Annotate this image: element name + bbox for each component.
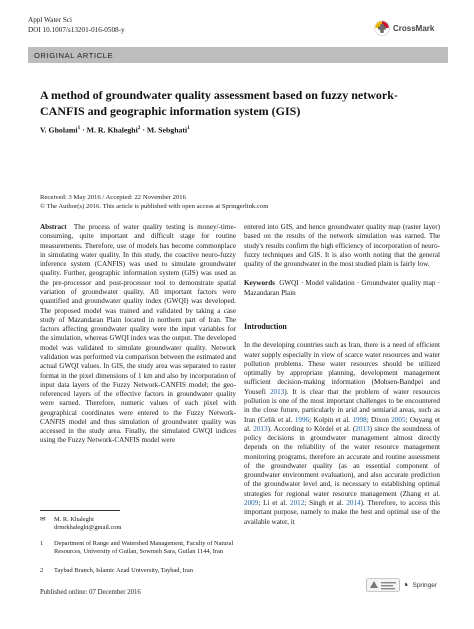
intro-text: ; Dixon: [366, 415, 392, 424]
citation-link[interactable]: 1998: [352, 415, 367, 424]
article-type-label: ORIGINAL ARTICLE: [34, 50, 114, 60]
intro-text: ; Kolpin et al.: [309, 415, 353, 424]
publisher-logos: [366, 578, 437, 592]
article-dates: [40, 194, 440, 212]
keywords: [244, 279, 440, 298]
author-affiliation-sup: 1: [77, 125, 81, 131]
received-accepted: Received: 3 May 2016 / Accepted: 22 November 2016: [40, 194, 186, 201]
copyright-line: © The Author(s) 2016. This article is published with open access at Springerlink.com: [40, 202, 269, 210]
citation-link[interactable]: 2013: [253, 424, 268, 433]
citation-link[interactable]: 2009: [244, 499, 259, 508]
correspondence-footnote: [40, 516, 236, 532]
contact-name: M. R. Khaleghi: [54, 516, 94, 523]
crossmark-icon: [374, 20, 390, 36]
university-logo-icon: [366, 578, 400, 592]
intro-text: ). It is clear that the problem of water resources pollution is one of the most important challenges to be encountered in the close future, particularly in arid and semiarid areas, such as Iran (Celik et al.: [244, 387, 440, 424]
left-column: [40, 223, 236, 446]
springer-logo: Springer: [412, 581, 438, 589]
article-title: A method of groundwater quality assessment based on fuzzy network-CANFIS and geographic information system (GIS): [40, 88, 398, 118]
keywords-text: GWQI · Model validation · Groundwater quality map · Mazandaran Plain: [244, 279, 440, 297]
keywords-label: Keywords: [244, 279, 275, 288]
affiliation-number: 2: [40, 567, 44, 574]
envelope-icon: ✉: [40, 516, 46, 523]
author-list: [40, 125, 190, 135]
affiliation-text: Department of Range and Watershed Management, Faculty of Natural Resources, University of Guilan, Sowmeh Sara, Guilan 1144, Iran: [54, 540, 234, 556]
contact-email[interactable]: drmrkhaleghi@gmail.com: [54, 524, 122, 532]
intro-text: ). According to Kördel et al. (: [267, 424, 356, 433]
citation-link[interactable]: 2014: [346, 499, 361, 508]
abstract-continuation: entered into GIS, and hence groundwater quality map (raster layer) based on the results of the network simulation was earned. The study's results confirm the high efficiency of incorporation of neuro-fuzzy techniques and GIS. It is also worth noting that the general quality of the groundwater in the most studied plain is fairly low.: [244, 223, 440, 269]
published-online: Published online: 07 December 2016: [40, 589, 141, 596]
journal-name: Appl Water Sci: [28, 16, 73, 24]
right-column: [244, 223, 440, 527]
citation-link[interactable]: 2005: [391, 415, 406, 424]
citation-link[interactable]: 2013: [355, 424, 370, 433]
introduction-body: [244, 341, 440, 527]
citation-link[interactable]: 2012: [290, 499, 305, 508]
citation-link[interactable]: 2013: [269, 387, 285, 396]
abstract-text: The process of water quality testing is money/-time-consuming, quite important and difficult stage for routine measurements. Therefore, use of models has become commonplace in simulating water quality. In this study, the coactive neuro-fuzzy inference system (CANFIS) was used to simulate groundwater quality. Further, geographic information system (GIS) was used as the pre-processor and post-processor tool to demonstrate spatial variation of groundwater quality. All important factors were quantified and groundwater quality index (GWQI) was developed. The proposed model was trained and validated by taking a case study of Mazandaran Plain located in northern part of Iran. The factors affecting groundwater quality were the input variables for the simulation, whereas GWQI index was the output. The developed model was validated to simulate groundwater quality. Network validation was performed via comparison between the estimated and actual GWQI values. In GIS, the study area was separated to raster format in the pixel dimensions of 1 km and also by incorporation of input data layers of the Fuzzy Network-CANFIS model; the geo-referenced layers of the effective factors in groundwater quality were earned. Therefore, numeric values of each pixel with geographical coordinates were entered to the Fuzzy Network-CANFIS model and thus simulation of groundwater quality was accessed in the study area. Finally, the simulated GWQI indices using the Fuzzy Network-CANFIS model were: [40, 223, 236, 445]
intro-text: ) since the soundness of policy decisions in groundwater management almost directly depends on the reliability of the water resource management monitoring programs, therefore an accurate and routine assessment of the groundwater quality (as an essential component of groundwater environment evaluation), and also accurate prediction of the groundwater level and, is necessary to establishing optimal strategies for regional water resource management (Zhang et al.: [244, 424, 440, 498]
affiliation-footnote: [40, 540, 236, 556]
intro-text: ; Ouyang et al.: [244, 415, 440, 433]
author-name[interactable]: M. Sebghati: [146, 125, 188, 135]
footnote-rule: [40, 510, 120, 511]
affiliation-text: Taybad Branch, Islamic Azad University, Taybad, Iran: [54, 567, 193, 574]
author-name[interactable]: V. Gholami: [40, 125, 78, 135]
author-affiliation-sup: 1: [187, 125, 190, 131]
affiliation-number: 1: [40, 540, 44, 547]
intro-text: In the developing countries such as Iran, there is a need of efficient water supply especially in view of scarce water resources and water pollution problems. These water resources should be utilized optimally by appropriate planning, development management sufficient decision-making information (Mohsen-Bandpei and Yousefi: [244, 341, 440, 396]
crossmark-label: CrossMark: [393, 23, 435, 33]
intro-text: ; Li et al.: [258, 499, 291, 508]
section-band: [28, 47, 448, 63]
citation-link[interactable]: 1996: [294, 415, 310, 424]
abstract-label: Abstract: [40, 223, 67, 231]
intro-text: ). Therefore, to access this important purpose, namely to make the best and optimal use of the available water, it: [244, 499, 440, 526]
introduction-heading: Introduction: [244, 321, 287, 331]
springer-horse-icon: ♞: [404, 583, 409, 588]
author-separator: ·: [142, 125, 145, 135]
author-name[interactable]: M. R. Khaleghi: [86, 125, 138, 135]
abstract: [40, 223, 236, 446]
author-separator: ·: [82, 125, 85, 135]
affiliation-footnote: [40, 567, 236, 575]
author-affiliation-sup: 2: [137, 125, 141, 131]
intro-text: ; Singh et al.: [304, 499, 347, 508]
journal-header: [28, 16, 125, 35]
crossmark-badge[interactable]: [374, 20, 434, 36]
doi[interactable]: DOI 10.1007/s13201-016-0508-y: [28, 25, 125, 34]
